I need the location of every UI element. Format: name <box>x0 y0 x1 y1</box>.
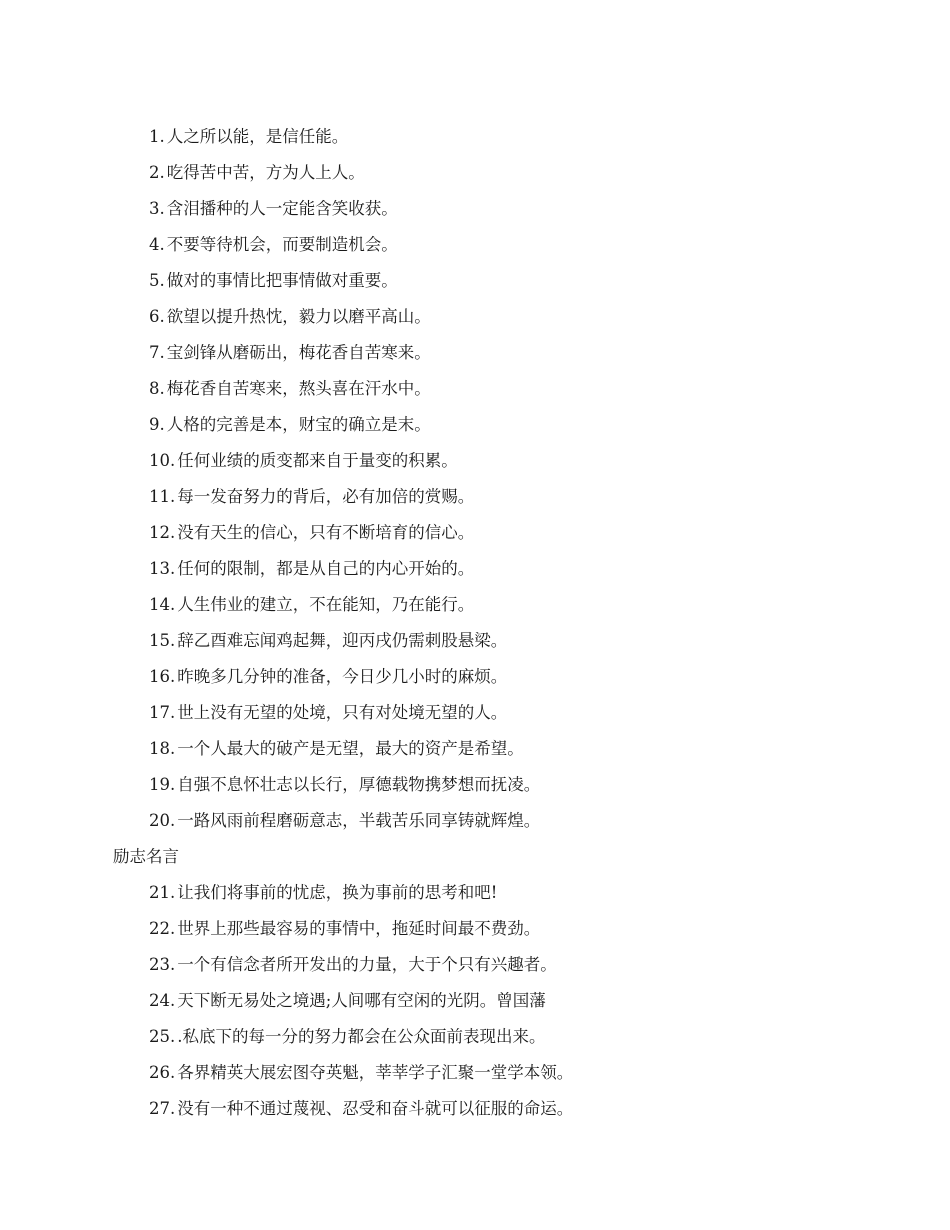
list-item <box>0 335 950 371</box>
item-number: 19. <box>149 775 176 794</box>
list-item <box>0 911 950 947</box>
item-number: 5. <box>149 271 165 290</box>
list-item <box>0 803 950 839</box>
item-number: 8. <box>149 379 165 398</box>
list-item <box>0 371 950 407</box>
item-number: 13. <box>149 559 176 578</box>
item-number: 16. <box>149 667 176 686</box>
item-text: 一个有信念者所开发出的力量，大于个只有兴趣者。 <box>177 955 557 974</box>
item-number: 22. <box>149 919 176 938</box>
item-text: 天下断无易处之境遇;人间哪有空闲的光阴。曾国藩 <box>177 991 546 1010</box>
item-text: 没有一种不通过蔑视、忍受和奋斗就可以征服的命运。 <box>177 1099 574 1118</box>
item-number: 3. <box>149 199 165 218</box>
list-item <box>0 299 950 335</box>
list-item <box>0 983 950 1019</box>
list-item <box>0 875 950 911</box>
list-item <box>0 263 950 299</box>
item-number: 11. <box>149 487 176 506</box>
item-number: 21. <box>149 883 176 902</box>
quote-list-part2 <box>0 839 950 1127</box>
item-number: 15. <box>149 631 176 650</box>
list-item <box>0 623 950 659</box>
item-text: 世上没有无望的处境，只有对处境无望的人。 <box>177 703 508 722</box>
item-text: 每一发奋努力的背后，必有加倍的赏赐。 <box>177 487 475 506</box>
list-item <box>0 659 950 695</box>
item-number: 10. <box>149 451 176 470</box>
item-text: 一个人最大的破产是无望，最大的资产是希望。 <box>177 739 524 758</box>
item-number: 2. <box>149 163 165 182</box>
item-text: 人格的完善是本，财宝的确立是末。 <box>166 415 431 434</box>
item-number: 18. <box>149 739 176 758</box>
item-text: 任何的限制，都是从自己的内心开始的。 <box>177 559 475 578</box>
item-text: 任何业绩的质变都来自于量变的积累。 <box>177 451 458 470</box>
item-number: 23. <box>149 955 176 974</box>
section-heading: 励志名言 <box>113 847 179 866</box>
list-item <box>0 731 950 767</box>
list-item <box>0 587 950 623</box>
list-item <box>0 947 950 983</box>
list-item <box>0 1055 950 1091</box>
item-text: 昨晚多几分钟的准备，今日少几小时的麻烦。 <box>177 667 508 686</box>
item-text: 做对的事情比把事情做对重要。 <box>166 271 398 290</box>
item-number: 4. <box>149 235 165 254</box>
item-text: 人之所以能，是信任能。 <box>166 127 349 146</box>
item-text: 自强不息怀壮志以长行，厚德载物携梦想而抚凌。 <box>177 775 541 794</box>
item-text: 没有天生的信心，只有不断培育的信心。 <box>177 523 475 542</box>
item-text: 欲望以提升热忱，毅力以磨平高山。 <box>166 307 431 326</box>
item-text: 梅花香自苦寒来，熬头喜在汗水中。 <box>166 379 431 398</box>
item-number: 26. <box>149 1063 176 1082</box>
list-item <box>0 407 950 443</box>
item-text: 各界精英大展宏图夺英魁，莘莘学子汇聚一堂学本领。 <box>177 1063 574 1082</box>
item-number: 12. <box>149 523 176 542</box>
list-item <box>0 155 950 191</box>
list-item <box>0 443 950 479</box>
item-text: 宝剑锋从磨砺出，梅花香自苦寒来。 <box>166 343 431 362</box>
item-text: 辞乙酉难忘闻鸡起舞，迎丙戌仍需刺股悬梁。 <box>177 631 508 650</box>
item-text: 人生伟业的建立，不在能知，乃在能行。 <box>177 595 475 614</box>
item-number: 20. <box>149 811 176 830</box>
item-number: 17. <box>149 703 176 722</box>
list-item <box>0 767 950 803</box>
list-item <box>0 119 950 155</box>
list-item <box>0 551 950 587</box>
list-item <box>0 1091 950 1127</box>
item-number: 27. <box>149 1099 176 1118</box>
list-item <box>0 191 950 227</box>
item-text: 不要等待机会，而要制造机会。 <box>166 235 398 254</box>
item-number: 9. <box>149 415 165 434</box>
item-text: 一路风雨前程磨砺意志，半载苦乐同享铸就辉煌。 <box>177 811 541 830</box>
quote-list-part1 <box>0 119 950 839</box>
list-item <box>0 515 950 551</box>
list-item <box>0 479 950 515</box>
item-number: 24. <box>149 991 176 1010</box>
item-number: 14. <box>149 595 176 614</box>
item-text: 世界上那些最容易的事情中，拖延时间最不费劲。 <box>177 919 541 938</box>
list-item <box>0 227 950 263</box>
item-text: .私底下的每一分的努力都会在公众面前表现出来。 <box>177 1027 546 1046</box>
item-number: 7. <box>149 343 165 362</box>
list-item <box>0 1019 950 1055</box>
list-item <box>0 695 950 731</box>
item-number: 25. <box>149 1027 176 1046</box>
item-number: 1. <box>149 127 165 146</box>
item-text: 让我们将事前的忧虑，换为事前的思考和吧! <box>177 883 498 902</box>
item-text: 含泪播种的人一定能含笑收获。 <box>166 199 398 218</box>
item-number: 6. <box>149 307 165 326</box>
item-text: 吃得苦中苦，方为人上人。 <box>166 163 365 182</box>
